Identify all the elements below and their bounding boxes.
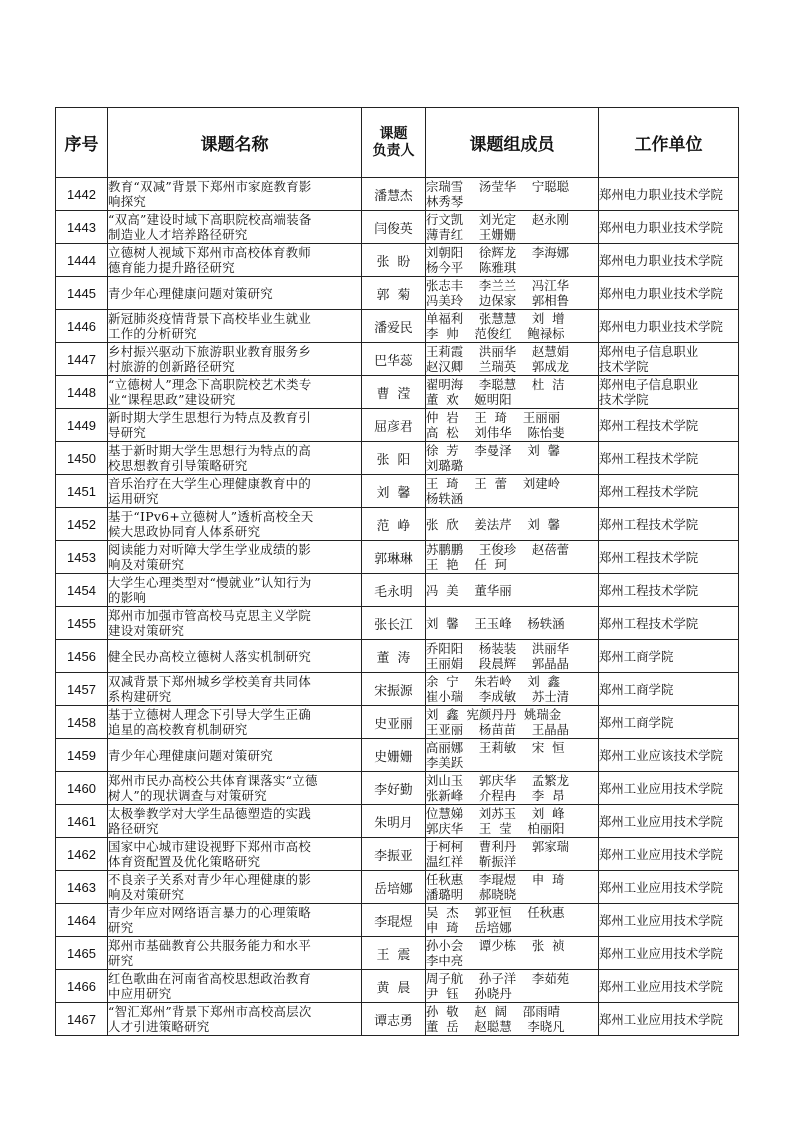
row-lead: 宋振源 xyxy=(362,673,426,706)
table-row xyxy=(56,310,739,343)
row-lead: 范 峥 xyxy=(362,508,426,541)
row-unit: 郑州工程技术学院 xyxy=(599,574,739,607)
table-row xyxy=(56,508,739,541)
row-title: 青少年心理健康问题对策研究 xyxy=(108,277,362,310)
row-lead: 闫俊英 xyxy=(362,211,426,244)
row-unit: 郑州电力职业技术学院 xyxy=(599,211,739,244)
row-seq: 1458 xyxy=(56,706,108,739)
table-row xyxy=(56,805,739,838)
row-lead: 张 阳 xyxy=(362,442,426,475)
row-title: 立德树人视域下郑州市高校体育教师 德育能力提升路径研究 xyxy=(108,244,362,277)
row-unit: 郑州工商学院 xyxy=(599,640,739,673)
table-row xyxy=(56,607,739,640)
header-lead xyxy=(362,108,426,178)
row-unit: 郑州工商学院 xyxy=(599,706,739,739)
row-seq: 1454 xyxy=(56,574,108,607)
row-seq: 1462 xyxy=(56,838,108,871)
row-lead: 郭琳琳 xyxy=(362,541,426,574)
row-unit: 郑州工程技术学院 xyxy=(599,508,739,541)
row-title: 基于立德树人理念下引导大学生正确 追星的高校教育机制研究 xyxy=(108,706,362,739)
row-lead: 黄 晨 xyxy=(362,970,426,1003)
row-members: 于柯柯 曹利丹 郭家瑞 温红祥 靳振洋 xyxy=(426,838,599,871)
row-lead: 郭 菊 xyxy=(362,277,426,310)
table-row xyxy=(56,574,739,607)
row-title: 新时期大学生思想行为特点及教育引 导研究 xyxy=(108,409,362,442)
table-row xyxy=(56,673,739,706)
row-unit: 郑州电力职业技术学院 xyxy=(599,178,739,211)
table-row xyxy=(56,904,739,937)
row-seq: 1444 xyxy=(56,244,108,277)
row-title: 基于“IPv6+立德树人”透析高校全天 候大思政协同育人体系研究 xyxy=(108,508,362,541)
row-seq: 1455 xyxy=(56,607,108,640)
row-seq: 1457 xyxy=(56,673,108,706)
row-lead: 王 震 xyxy=(362,937,426,970)
row-lead: 李好勤 xyxy=(362,772,426,805)
row-seq: 1452 xyxy=(56,508,108,541)
row-seq: 1442 xyxy=(56,178,108,211)
table-row xyxy=(56,376,739,409)
row-unit: 郑州工业应用技术学院 xyxy=(599,772,739,805)
row-members: 宗瑞雪 汤莹华 宁聪聪 林秀琴 xyxy=(426,178,599,211)
row-lead: 毛永明 xyxy=(362,574,426,607)
row-seq: 1449 xyxy=(56,409,108,442)
row-unit: 郑州工业应用技术学院 xyxy=(599,871,739,904)
row-lead: 李琨煜 xyxy=(362,904,426,937)
row-title: 健全民办高校立德树人落实机制研究 xyxy=(108,640,362,673)
table-row xyxy=(56,838,739,871)
row-lead: 刘 馨 xyxy=(362,475,426,508)
row-title: 双减背景下郑州城乡学校美育共同体 系构建研究 xyxy=(108,673,362,706)
row-seq: 1459 xyxy=(56,739,108,772)
row-seq: 1465 xyxy=(56,937,108,970)
row-title: 郑州市民办高校公共体育课落实“立德 树人”的现状调查与对策研究 xyxy=(108,772,362,805)
row-members: 任秋惠 李琨煜 申 琦 潘璐明 郝晓晓 xyxy=(426,871,599,904)
row-members: 孙小会 谭少栋 张 祯 李中亮 xyxy=(426,937,599,970)
row-unit: 郑州工程技术学院 xyxy=(599,442,739,475)
row-lead: 谭志勇 xyxy=(362,1003,426,1036)
row-members: 行文凯 刘光定 赵永刚 薄青红 王姗姗 xyxy=(426,211,599,244)
row-seq: 1466 xyxy=(56,970,108,1003)
row-seq: 1453 xyxy=(56,541,108,574)
row-members: 王莉霞 洪丽华 赵慧娟 赵汉卿 兰瑞英 郭成龙 xyxy=(426,343,599,376)
row-members: 刘山玉 郭庆华 孟繁龙 张新峰 介程冉 李 昂 xyxy=(426,772,599,805)
table-header-row xyxy=(56,108,739,178)
row-unit: 郑州工业应用技术学院 xyxy=(599,805,739,838)
table-row xyxy=(56,970,739,1003)
table-row xyxy=(56,409,739,442)
row-seq: 1460 xyxy=(56,772,108,805)
row-unit: 郑州工业应用技术学院 xyxy=(599,970,739,1003)
row-lead: 董 涛 xyxy=(362,640,426,673)
header-seq: 序号 xyxy=(56,108,108,178)
header-members: 课题组成员 xyxy=(426,108,599,178)
row-lead: 潘爱民 xyxy=(362,310,426,343)
row-title: 太极拳教学对大学生品德塑造的实践 路径研究 xyxy=(108,805,362,838)
row-seq: 1463 xyxy=(56,871,108,904)
row-unit: 郑州电力职业技术学院 xyxy=(599,244,739,277)
row-members: 徐 芳 李曼泽 刘 馨 刘璐璐 xyxy=(426,442,599,475)
row-members: 孙 敬 赵 阔 邵雨晴 董 岳 赵聪慧 李晓凡 xyxy=(426,1003,599,1036)
row-title: 新冠肺炎疫情背景下高校毕业生就业 工作的分析研究 xyxy=(108,310,362,343)
row-title: 郑州市加强市管高校马克思主义学院 建设对策研究 xyxy=(108,607,362,640)
row-members: 刘朝阳 徐辉龙 李海娜 杨今平 陈雅琪 xyxy=(426,244,599,277)
row-lead: 屈彦君 xyxy=(362,409,426,442)
row-unit: 郑州工商学院 xyxy=(599,673,739,706)
row-title: 乡村振兴驱动下旅游职业教育服务乡 村旅游的创新路径研究 xyxy=(108,343,362,376)
table-row xyxy=(56,277,739,310)
row-members: 单福利 张慧慧 刘 增 李 帅 范俊红 鲍禄标 xyxy=(426,310,599,343)
row-seq: 1461 xyxy=(56,805,108,838)
table-row xyxy=(56,178,739,211)
row-seq: 1445 xyxy=(56,277,108,310)
row-members: 高丽娜 王莉敏 宋 恒 李美跃 xyxy=(426,739,599,772)
row-lead: 岳培娜 xyxy=(362,871,426,904)
table-row xyxy=(56,937,739,970)
row-members: 冯 美 董华丽 xyxy=(426,574,599,607)
row-unit: 郑州电力职业技术学院 xyxy=(599,310,739,343)
row-members: 刘 鑫 宪颜丹丹 姚瑞金 王亚丽 杨苗苗 王晶晶 xyxy=(426,706,599,739)
row-title: 音乐治疗在大学生心理健康教育中的 运用研究 xyxy=(108,475,362,508)
row-title: 国家中心城市建设视野下郑州市高校 体育资配置及优化策略研究 xyxy=(108,838,362,871)
row-unit: 郑州工程技术学院 xyxy=(599,475,739,508)
row-members: 刘 馨 王玉峰 杨轶涵 xyxy=(426,607,599,640)
table-row xyxy=(56,244,739,277)
row-lead: 张 盼 xyxy=(362,244,426,277)
row-members: 余 宁 朱若岭 刘 鑫 崔小瑞 李成敏 苏士清 xyxy=(426,673,599,706)
table-row xyxy=(56,1003,739,1036)
row-title: 不良亲子关系对青少年心理健康的影 响及对策研究 xyxy=(108,871,362,904)
row-members: 位慧娣 刘苏玉 刘 峰 郭庆华 王 莹 柏丽阳 xyxy=(426,805,599,838)
row-lead: 巴华蕊 xyxy=(362,343,426,376)
project-table xyxy=(55,107,739,1036)
row-unit: 郑州工业应用技术学院 xyxy=(599,1003,739,1036)
row-title: 青少年心理健康问题对策研究 xyxy=(108,739,362,772)
row-seq: 1464 xyxy=(56,904,108,937)
table-row xyxy=(56,640,739,673)
row-unit: 郑州工程技术学院 xyxy=(599,607,739,640)
table-row xyxy=(56,475,739,508)
row-members: 乔阳阳 杨装装 洪丽华 王丽娟 段晨辉 郭晶晶 xyxy=(426,640,599,673)
row-lead: 史亚丽 xyxy=(362,706,426,739)
row-lead: 朱明月 xyxy=(362,805,426,838)
row-seq: 1450 xyxy=(56,442,108,475)
table-row xyxy=(56,442,739,475)
row-title: 郑州市基础教育公共服务能力和水平 研究 xyxy=(108,937,362,970)
row-seq: 1467 xyxy=(56,1003,108,1036)
row-members: 周子航 孙子洋 李茹苑 尹 钰 孙晓丹 xyxy=(426,970,599,1003)
table-row xyxy=(56,706,739,739)
row-title: 红色歌曲在河南省高校思想政治教育 中应用研究 xyxy=(108,970,362,1003)
row-title: “立德树人”理念下高职院校艺术类专 业“课程思政”建设研究 xyxy=(108,376,362,409)
row-seq: 1451 xyxy=(56,475,108,508)
row-unit: 郑州工业应该技术学院 xyxy=(599,739,739,772)
row-title: 教育“双减”背景下郑州市家庭教育影 响探究 xyxy=(108,178,362,211)
table-row xyxy=(56,211,739,244)
row-unit: 郑州工程技术学院 xyxy=(599,541,739,574)
row-lead: 张长江 xyxy=(362,607,426,640)
row-seq: 1443 xyxy=(56,211,108,244)
row-lead: 曹 滢 xyxy=(362,376,426,409)
row-unit: 郑州工业应用技术学院 xyxy=(599,904,739,937)
row-seq: 1448 xyxy=(56,376,108,409)
row-unit: 郑州工业应用技术学院 xyxy=(599,937,739,970)
row-unit: 郑州电子信息职业 技术学院 xyxy=(599,343,739,376)
row-members: 吴 杰 郭亚恒 任秋惠 申 琦 岳培娜 xyxy=(426,904,599,937)
row-lead: 李振亚 xyxy=(362,838,426,871)
row-title: 青少年应对网络语言暴力的心理策略 研究 xyxy=(108,904,362,937)
table-row xyxy=(56,541,739,574)
header-unit: 工作单位 xyxy=(599,108,739,178)
row-members: 王 琦 王 蕾 刘建岭 杨轶涵 xyxy=(426,475,599,508)
row-title: 大学生心理类型对“慢就业”认知行为 的影响 xyxy=(108,574,362,607)
row-lead: 潘慧杰 xyxy=(362,178,426,211)
row-members: 苏鹏鹏 王俊珍 赵蓓蕾 王 艳 任 珂 xyxy=(426,541,599,574)
row-title: 阅读能力对听障大学生学业成绩的影 响及对策研究 xyxy=(108,541,362,574)
row-unit: 郑州电子信息职业 技术学院 xyxy=(599,376,739,409)
table-row xyxy=(56,871,739,904)
row-members: 翟明海 李聪慧 杜 洁 董 欢 姬明阳 xyxy=(426,376,599,409)
row-members: 张 欣 姜法芹 刘 馨 xyxy=(426,508,599,541)
row-unit: 郑州工业应用技术学院 xyxy=(599,838,739,871)
row-unit: 郑州电力职业技术学院 xyxy=(599,277,739,310)
row-title: 基于新时期大学生思想行为特点的高 校思想教育引导策略研究 xyxy=(108,442,362,475)
row-seq: 1447 xyxy=(56,343,108,376)
row-seq: 1446 xyxy=(56,310,108,343)
row-title: “双高”建设时域下高职院校高端装备 制造业人才培养路径研究 xyxy=(108,211,362,244)
row-title: “智汇郑州”背景下郑州市高校高层次 人才引进策略研究 xyxy=(108,1003,362,1036)
row-members: 张志丰 李兰兰 冯江华 冯美玲 边保家 郭相鲁 xyxy=(426,277,599,310)
row-unit: 郑州工程技术学院 xyxy=(599,409,739,442)
table-row xyxy=(56,739,739,772)
header-lead-text: 课题 负责人 xyxy=(372,125,415,159)
row-seq: 1456 xyxy=(56,640,108,673)
table-row xyxy=(56,343,739,376)
row-lead: 史姗姗 xyxy=(362,739,426,772)
row-members: 仲 岩 王 琦 王丽丽 高 松 刘伟华 陈怡斐 xyxy=(426,409,599,442)
header-title: 课题名称 xyxy=(108,108,362,178)
table-row xyxy=(56,772,739,805)
